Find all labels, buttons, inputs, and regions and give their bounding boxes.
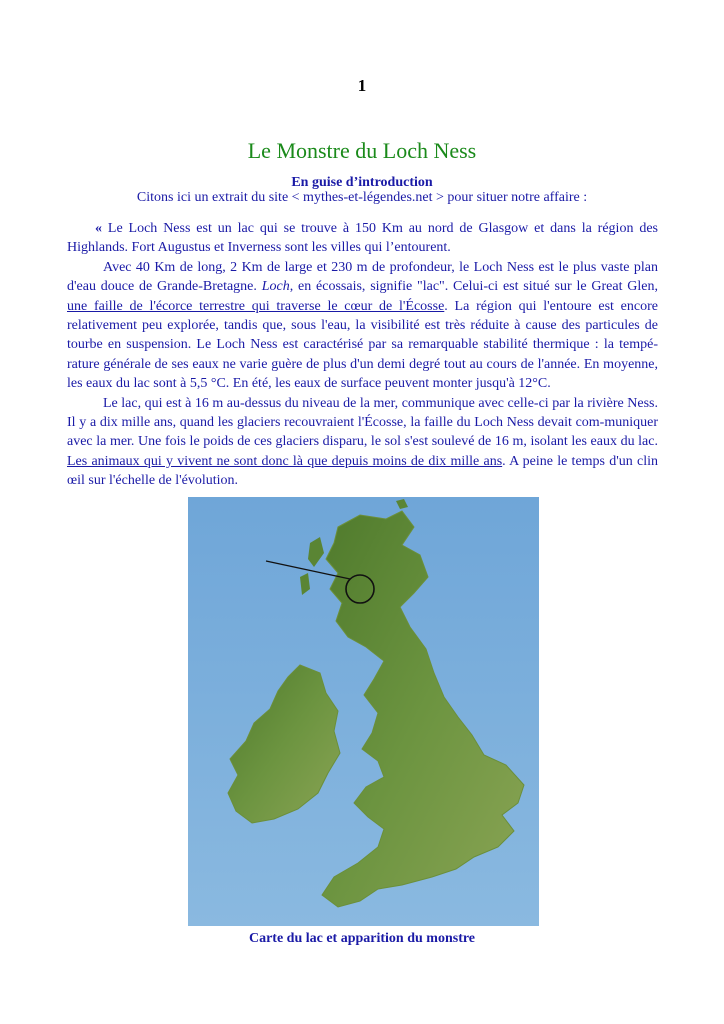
quote-mark: « [95, 221, 102, 236]
underlined-phrase-faille: une faille de l'écorce terrestre qui traverse le cœur de l'Écosse [67, 298, 445, 314]
paragraph-2 [67, 258, 658, 394]
section-subtitle: En guise d’introduction [291, 175, 433, 190]
map-caption: Carte du lac et apparition du monstre [248, 931, 476, 946]
paragraph-2-text-b: , en écossais, signifie "lac". Celui-ci est situé sur le Great Glen, [289, 279, 658, 295]
paragraph-1 [67, 219, 658, 258]
paragraph-3-text-a: Le lac, qui est à 16 m au-dessus du niveau de la mer, communique avec celle-ci par la rivière Ness. Il y a dix mille ans, quand les glaciers recouvraient l'Écosse, la faille du Loch Ness devait com-muniquer avec la mer. Une fois le poids de ces glaciers disparu, le sol s'est soulevé de 16 m, isolant les eaux du lac. [67, 395, 658, 450]
article-body [67, 219, 658, 491]
paragraph-1-text: Le Loch Ness est un lac qui se trouve à 150 Km au nord de Glasgow et dans la région des Highlands. Fort Augustus et Inverness sont les villes qui l’entourent. [67, 221, 658, 256]
map-image [188, 497, 539, 926]
paragraph-2-text-c: . La région qui l'entoure est encore relativement peu explorée, tandis que, sous l'eau, la visibilité est très réduite à cause des particules de tourbe en suspension. Le Loch Ness est caractérisé par sa remarquable stabilité thermique : la tempé-rature générale de ses eaux ne varie guère de plus d'un demi degré tout au cours de l'année. En moyenne, les eaux du lac sont à 5,5 °C. En été, les eaux de surface peuvent monter jusqu'à 12°C. [67, 298, 658, 392]
paragraph-3-text-b: . A peine le temps d'un clin œil sur l'échelle de l'évolution. [67, 453, 658, 489]
british-isles-map-icon [188, 497, 539, 926]
paragraph-3 [67, 394, 658, 491]
page-number: 1 [357, 76, 367, 95]
page-title: Le Monstre du Loch Ness [247, 138, 477, 163]
paragraph-2-text-a: Avec 40 Km de long, 2 Km de large et 230 m de profondeur, le Loch Ness est le plus vaste plan d'eau douce de Grande-Bretagne. [67, 259, 658, 295]
italic-word-loch: Loch [261, 279, 290, 295]
intro-line: Citons ici un extrait du site < mythes-et-légendes.net > pour situer notre affaire : [136, 190, 588, 205]
underlined-phrase-animaux: Les animaux qui y vivent ne sont donc là que depuis moins de dix mille ans [67, 453, 503, 469]
